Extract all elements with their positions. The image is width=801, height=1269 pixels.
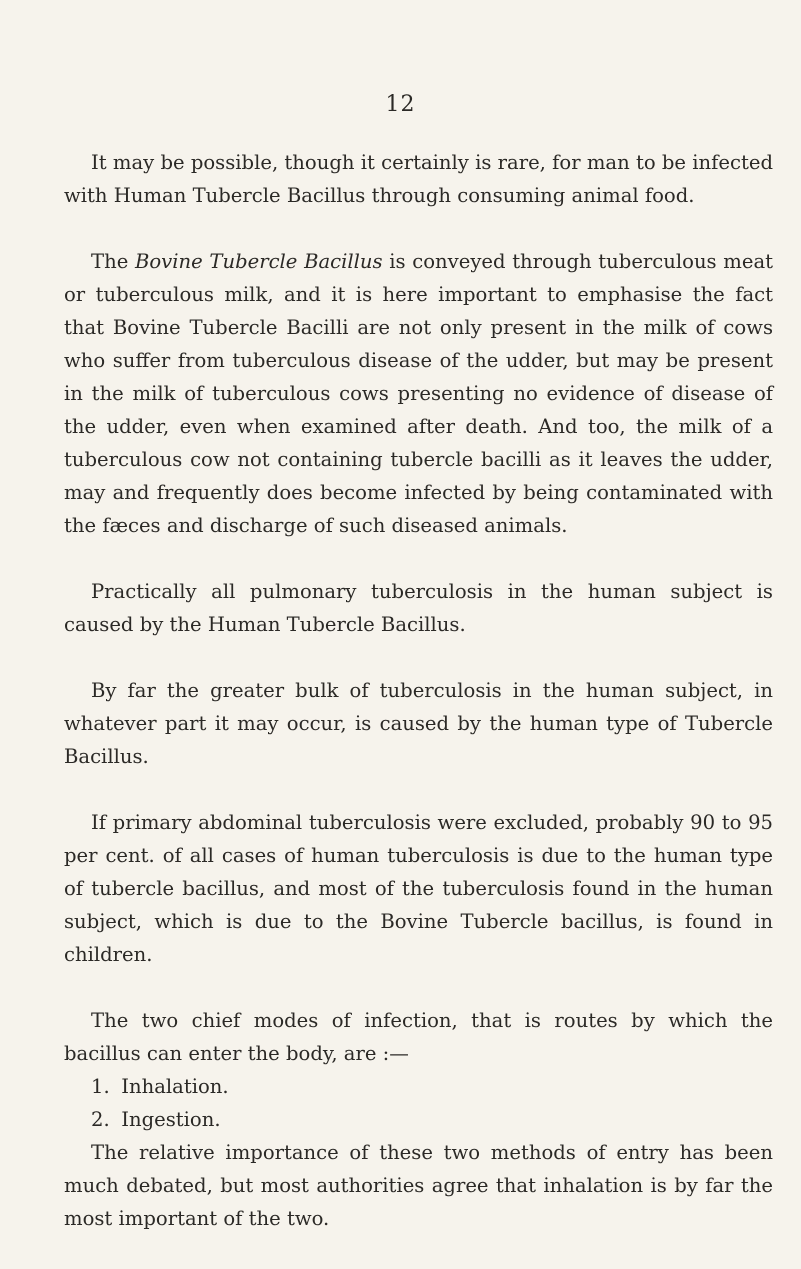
paragraph-1: It may be possible, though it certainly is rare, for man to be infected with Human Tubercle Bacillus through consuming animal food. — [64, 151, 773, 207]
paragraph-4: By far the greater bulk of tuberculosis in the human subject, in whatever part it may occur, is caused by the human type of Tubercle Bacillus. — [64, 679, 773, 768]
list-item-number: 1. — [91, 1075, 110, 1098]
list-item-number: 2. — [91, 1108, 110, 1131]
paragraph-2-text: is conveyed through tuberculous meat or tuberculous milk, and it is here important to emphasise the fact that Bovine Tubercle Bacilli are not only present in the milk of cows who suffer from tuberculous disease of the udder, but may be present in the milk of tuberculous cows presenting no evidence of disease of the udder, even when examined after death. And too, the milk of a tuberculous cow not containing tubercle bacilli as it leaves the udder, may and frequently does become infected by being contaminated with the fæces and discharge of such diseased animals. — [64, 250, 774, 537]
list-item — [64, 1070, 773, 1103]
list-item-text: Inhalation. — [121, 1075, 229, 1098]
paragraph-2-prefix: The — [91, 250, 129, 273]
page-number: 12 — [385, 92, 416, 117]
modes-list — [64, 1070, 773, 1136]
paragraph-6: The two chief modes of infection, that is routes by which the bacillus can enter the body, are :— — [64, 1009, 773, 1065]
page-body — [64, 146, 773, 1235]
list-item-text: Ingestion. — [121, 1108, 221, 1131]
list-item — [64, 1103, 773, 1136]
closing-paragraph: The relative importance of these two methods of entry has been much debated, but most authorities agree that inhalation is by far the most important of the two. — [64, 1141, 773, 1230]
paragraph-3: Practically all pulmonary tuberculosis in the human subject is caused by the Human Tubercle Bacillus. — [64, 580, 773, 636]
paragraph-2-italic-term: Bovine Tubercle Bacillus — [134, 250, 383, 273]
paragraph-5: If primary abdominal tuberculosis were excluded, probably 90 to 95 per cent. of all cases of human tuberculosis is due to the human type of tubercle bacillus, and most of the tuberculosis found in the human subject, which is due to the Bovine Tubercle bacillus, is found in children. — [64, 811, 773, 966]
paragraph-2 — [64, 245, 773, 542]
